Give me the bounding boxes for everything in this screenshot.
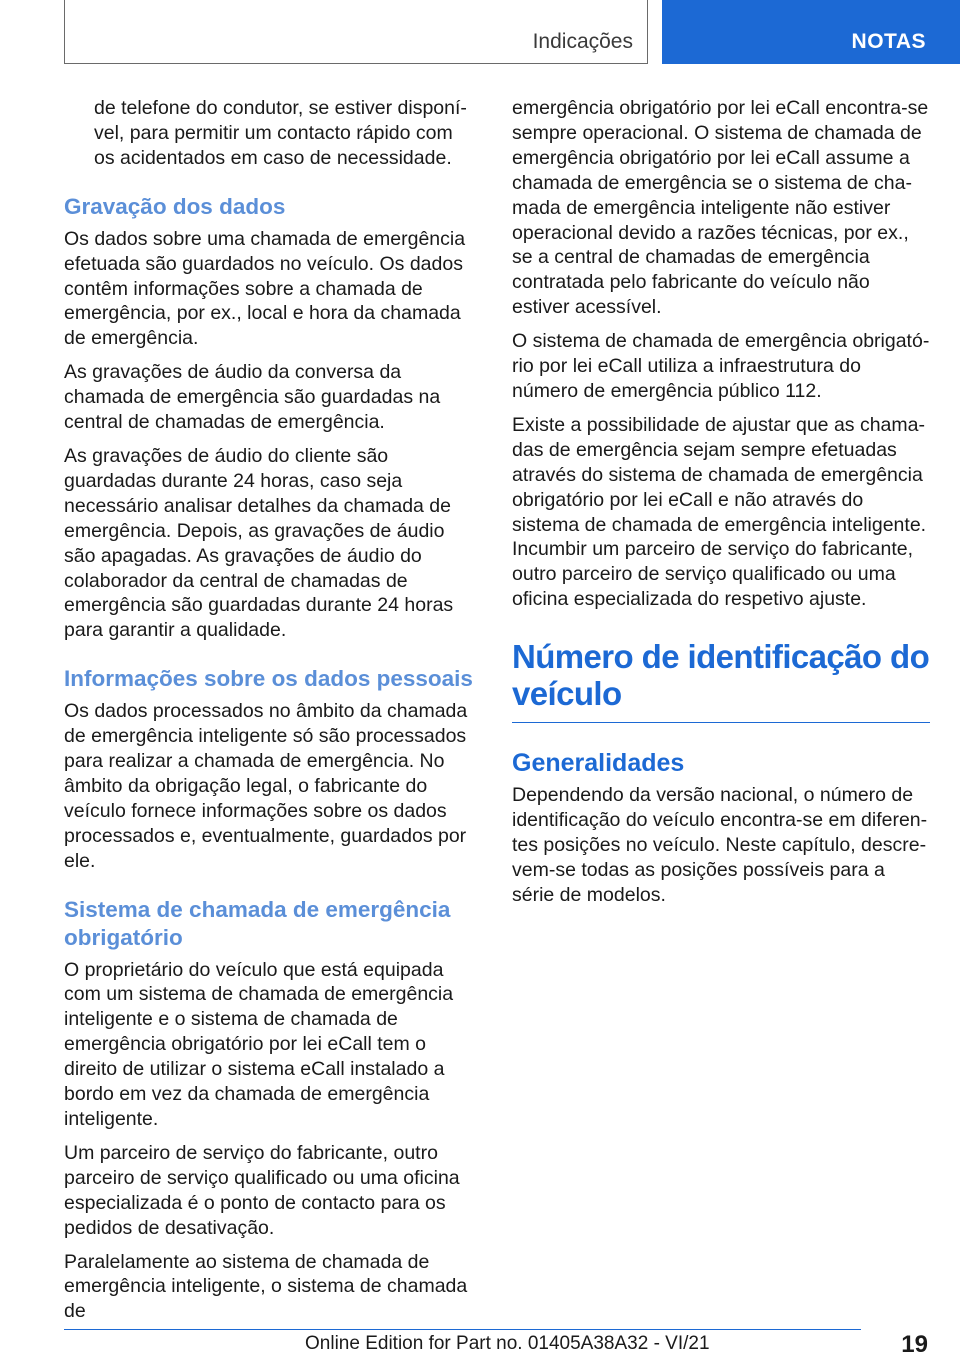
header-chapter-title: NOTAS (851, 30, 926, 53)
paragraph: As gravações de áudio da conversa da chamada de emergência são guardadas na central de chamadas de emergência. (64, 361, 441, 434)
header-section-tab (64, 0, 648, 64)
paragraph: Um parceiro de serviço do fabricante, outro parceiro de serviço qualificado ou uma oficina especializada é o ponto de contacto para os pedidos de desativação. (64, 1141, 460, 1239)
heading-informacoes-dados-pessoais: Informações sobre os dados pessoais (64, 666, 473, 692)
footer-divider (64, 1329, 861, 1330)
right-column (512, 96, 930, 917)
footer-edition: Online Edition for Part no. 01405A38A32 - VI/21 (305, 1333, 710, 1354)
paragraph: de telefone do condutor, se estiver disponível, para permitir um contacto rápido com os acidentados em caso de necessidade. (94, 97, 467, 169)
heading-generalidades: Generalidades (512, 749, 685, 778)
paragraph: O proprietário do veículo que está equipada com um sistema de chamada de emergência inteligente e o sistema de chamada de emergência obrigatório por lei eCall tem o direito de utilizar o sistema eCall instalado a bordo em vez da chamada de emergência inteligente. (64, 958, 454, 1130)
paragraph: emergência obrigatório por lei eCall encontra-se sempre operacional. O sistema de chamada de emergência obrigatório por lei eCall assume a chamada de emergência se o sistema de chamada de emergência inteligente não estiver operacional devido a razões técnicas, por ex., se a central de chamadas de emergência contratada pelo fabricante do veículo não estiver acessível. (512, 97, 929, 319)
header-section-title: Indicações (532, 30, 633, 53)
page-number: 19 (901, 1331, 928, 1358)
paragraph: Dependendo da versão nacional, o número de identificação do veículo encontra-se em diferentes posições no veículo. Neste capítulo, descrevem-se todas as posições possíveis para a série de modelos. (512, 784, 928, 906)
paragraph: Os dados processados no âmbito da chamada de emergência inteligente só são processados para realizar a chamada de emergência. No âmbito da obrigação legal, o fabricante do veículo fornece informações sobre os dados processados e, eventualmente, guardados por ele. (64, 700, 468, 872)
heading-numero-identificacao-veiculo: Número de identificação do veículo (512, 638, 930, 723)
paragraph: O sistema de chamada de emergência obrigatório por lei eCall utiliza a infraestrutura do número de emergência público 112. (512, 330, 930, 402)
paragraph: As gravações de áudio do cliente são guardadas durante 24 horas, caso seja necessário analisar detalhes da chamada de emergência. Depois, as gravações de áudio são apagadas. As gravações de áudio do colaborador da central de chamadas de emergência são guardadas durante 24 horas para garantir a qualidade. (64, 444, 454, 642)
paragraph: Paralelamente ao sistema de chamada de emergência inteligente, o sistema de chamada de (64, 1250, 468, 1323)
heading-sistema-chamada-obrigatorio: Sistema de chamada de emergência obrigatório (64, 896, 451, 950)
header-chapter-tab (662, 0, 960, 64)
left-column (64, 96, 478, 1333)
paragraph: Existe a possibilidade de ajustar que as chamadas de emergência sejam sempre efetuadas através do sistema de chamada de emergência obrigatório por lei eCall e não através do sistema de chamada de emergência inteligente. Incumbir um parceiro de serviço do fabricante, outro parceiro de serviço qualificado ou uma oficina especializada do respetivo ajuste. (512, 413, 927, 611)
heading-gravacao-dos-dados: Gravação dos dados (64, 193, 286, 219)
paragraph: Os dados sobre uma chamada de emergência efetuada são guardados no veículo. Os dados contêm informações sobre a chamada de emergência, por ex., local e hora da chamada de emergência. (64, 227, 466, 350)
